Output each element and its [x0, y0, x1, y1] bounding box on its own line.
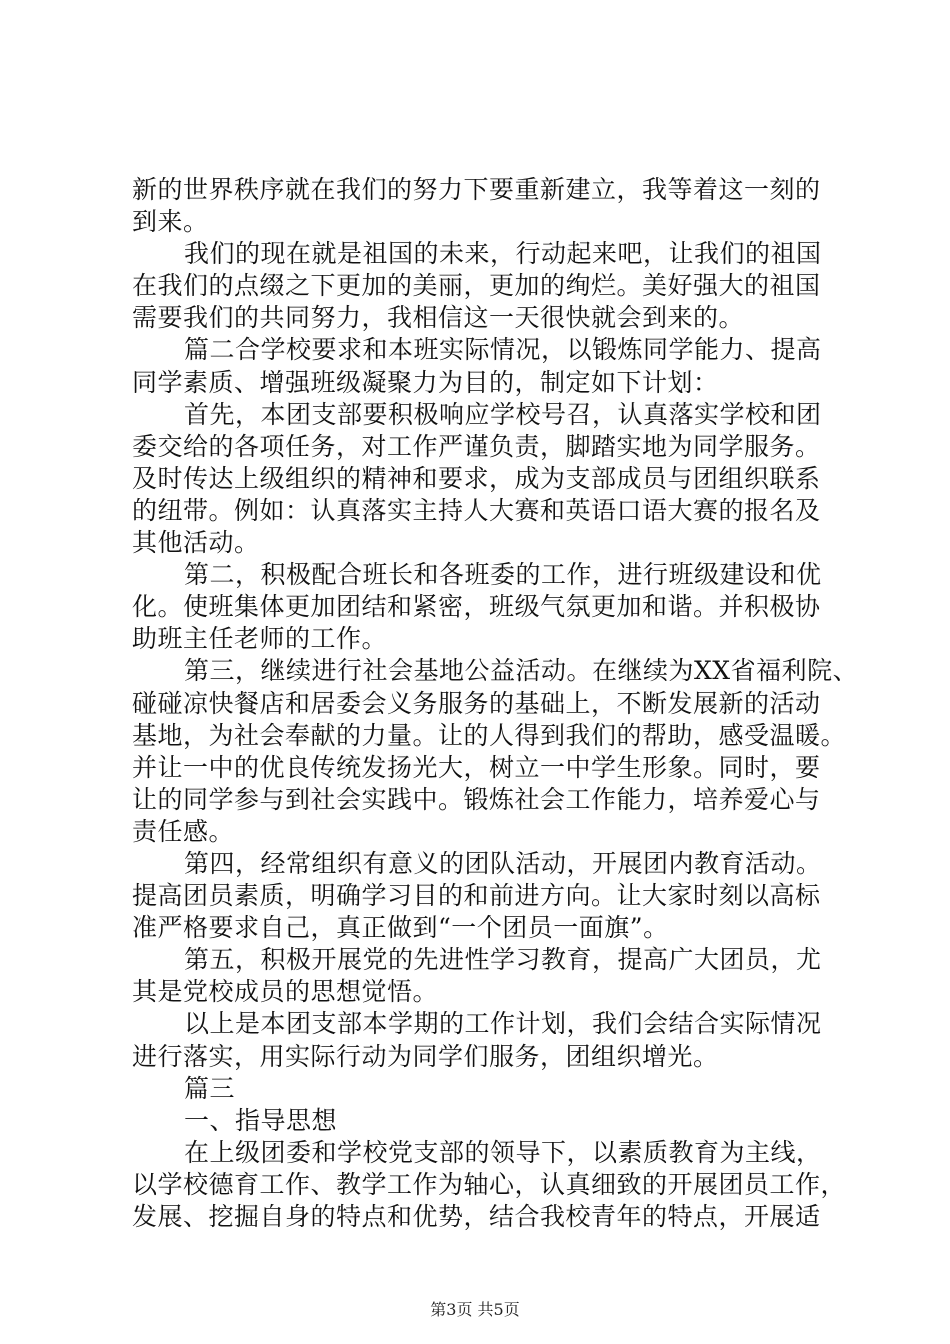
text-line: 发展、挖掘自身的特点和优势，结合我校青年的特点，开展适: [132, 1202, 821, 1231]
text-line: 以学校德育工作、教学工作为轴心，认真细致的开展团员工作，: [132, 1169, 847, 1199]
text-line: 让的同学参与到社会实践中。锻炼社会工作能力，培养爱心与: [132, 784, 821, 814]
text-line: 第五，积极开展党的先进性学习教育，提高广大团员，尤: [184, 945, 822, 975]
text-line: 一、指导思想: [184, 1105, 338, 1135]
text-line: 的纽带。例如：认真落实主持人大赛和英语口语大赛的报名及: [132, 495, 821, 525]
text-line: 首先，本团支部要积极响应学校号召，认真落实学校和团: [184, 399, 822, 429]
text-line: 碰碰凉快餐店和居委会义务服务的基础上，不断发展新的活动: [132, 688, 821, 718]
text-line: 基地，为社会奉献的力量。让的人得到我们的帮助，感受温暖。: [132, 720, 847, 750]
text-line: 以上是本团支部本学期的工作计划，我们会结合实际情况: [184, 1009, 822, 1039]
text-line: 化。使班集体更加团结和紧密，班级气氛更加和谐。并积极协: [132, 592, 821, 622]
text-line: 在上级团委和学校党支部的领导下，以素质教育为主线，: [184, 1137, 822, 1167]
text-line: 第二，积极配合班长和各班委的工作，进行班级建设和优: [184, 560, 822, 590]
document-body: [132, 174, 859, 1233]
text-line: 准严格要求自己，真正做到“一个团员一面旗”。: [132, 913, 669, 943]
text-line: 同学素质、增强班级凝聚力为目的，制定如下计划：: [132, 367, 719, 397]
text-line: 在我们的点缀之下更加的美丽，更加的绚烂。美好强大的祖国: [132, 271, 821, 301]
text-line: 第三，继续进行社会基地公益活动。在继续为XX省福利院、: [184, 656, 859, 686]
page-footer: 第3页 共5页: [430, 1300, 520, 1319]
text-line: 我们的现在就是祖国的未来，行动起来吧，让我们的祖国: [184, 239, 822, 269]
text-line: 需要我们的共同努力，我相信这一天很快就会到来的。: [132, 303, 745, 333]
text-line: 及时传达上级组织的精神和要求，成为支部成员与团组织联系: [132, 463, 821, 493]
text-line: 其是党校成员的思想觉悟。: [132, 977, 439, 1007]
text-line: 提高团员素质，明确学习目的和前进方向。让大家时刻以高标: [132, 881, 821, 911]
text-line: 委交给的各项任务，对工作严谨负责，脚踏实地为同学服务。: [132, 431, 821, 461]
text-line: 第四，经常组织有意义的团队活动，开展团内教育活动。: [184, 848, 822, 878]
text-line: 进行落实，用实际行动为同学们服务，团组织增光。: [132, 1041, 719, 1071]
text-line: 助班主任老师的工作。: [132, 624, 388, 654]
text-line: 并让一中的优良传统发扬光大，树立一中学生形象。同时，要: [132, 752, 821, 782]
text-line: 其他活动。: [132, 528, 260, 558]
text-line: 篇三: [184, 1073, 236, 1103]
text-line: 篇二合学校要求和本班实际情况，以锻炼同学能力、提高: [184, 335, 822, 365]
text-line: 到来。: [132, 207, 209, 237]
text-line: 责任感。: [132, 816, 235, 846]
text-line: 新的世界秩序就在我们的努力下要重新建立，我等着这一刻的: [132, 175, 821, 204]
